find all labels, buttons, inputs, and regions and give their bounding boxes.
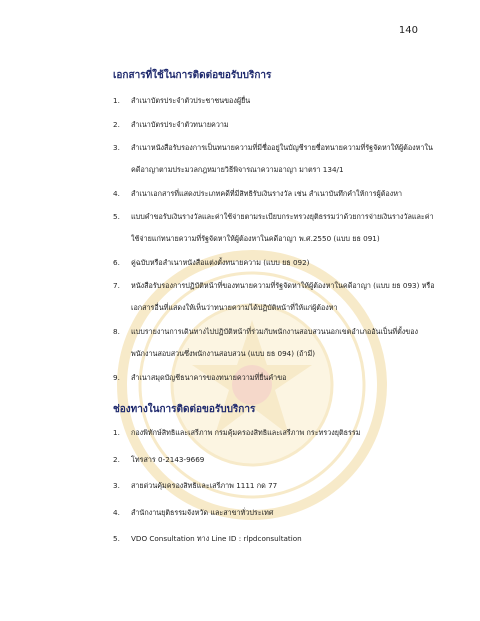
section-heading-documents: เอกสารที่ใช้ในการติดต่อขอรับบริการ	[113, 70, 272, 81]
section-heading-contact: ช่องทางในการติดต่อขอรับบริการ	[113, 404, 256, 415]
document-page: 140 เอกสารที่ใช้ในการติดต่อขอรับบริการ 1. สำเนาบัตรประจำตัวประชาชนของผู้ยื่น 2. สำเนาบัตรประจำตัวทนายความ 3. สำเนาหนังสือรับรองการเป็นทนายความที่มีชื่ออยู่ในบัญชีรายชื่อทนายความที่รัฐจัดหาให้ผู้ต้องหาในคดีอาญาตามประมวลกฎหมายวิธีพิจารณาความอาญา มาตรา 134/1 4. สำเนาเอกสารที่แสดงประเภทคดีที่มีสิทธิรับเงินรางวัล เช่น สำเนาบันทึกคำให้การผู้ต้องหา 5. แบบคำขอรับเงินรางวัลและค่าใช้จ่ายตามระเบียบกระทรวงยุติธรรมว่าด้วยการจ่ายเงินรางวัลและค่าใช้จ่ายแก่ทนายความที่รัฐจัดหาให้ผู้ต้องหาในคดีอาญา พ.ศ.2550 (แบบ ยธ 091) 6. คู่ฉบับหรือสำเนาหนังสือแต่งตั้งทนายความ (แบบ ยธ 092) 7. หนังสือรับรองการปฏิบัติหน้าที่ของทนายความที่รัฐจัดหาให้ผู้ต้องหาในคดีอาญา (แบบ ยธ 093) หรือเอกสารอื่นที่แสดงให้เห็นว่าทนายความได้ปฏิบัติหน้าที่ให้แก่ผู้ต้องหา 8. แบบรายงานการเดินทางไปปฏิบัติหน้าที่ร่วมกับพนักงานสอบสวนนอกเขตอำเภออันเป็นที่ตั้งของพนักงานสอบสวนซึ่งพนักงานสอบสวน (แบบ ยธ 094) (ถ้ามี) 9. สำเนาสมุดบัญชีธนาคารของทนายความที่ยื่นคำขอ ช่องทางในการติดต่อขอรับบริการ 1. กองพิทักษ์สิทธิและเสรีภาพ กรมคุ้มครองสิทธิและเสรีภาพ กระทรวงยุติธรรม 2. โทรสาร 0-2143-9669 3. สายด่วนคุ้มครองสิทธิและเสรีภาพ 1111 กด 77 4. สำนักงานยุติธรรมจังหวัด และสาขาทั่วประเทศ 5. VDO Consultation ทาง Line ID : rlpdconsultation	[113, 25, 435, 543]
page-number: 140	[398, 25, 418, 36]
